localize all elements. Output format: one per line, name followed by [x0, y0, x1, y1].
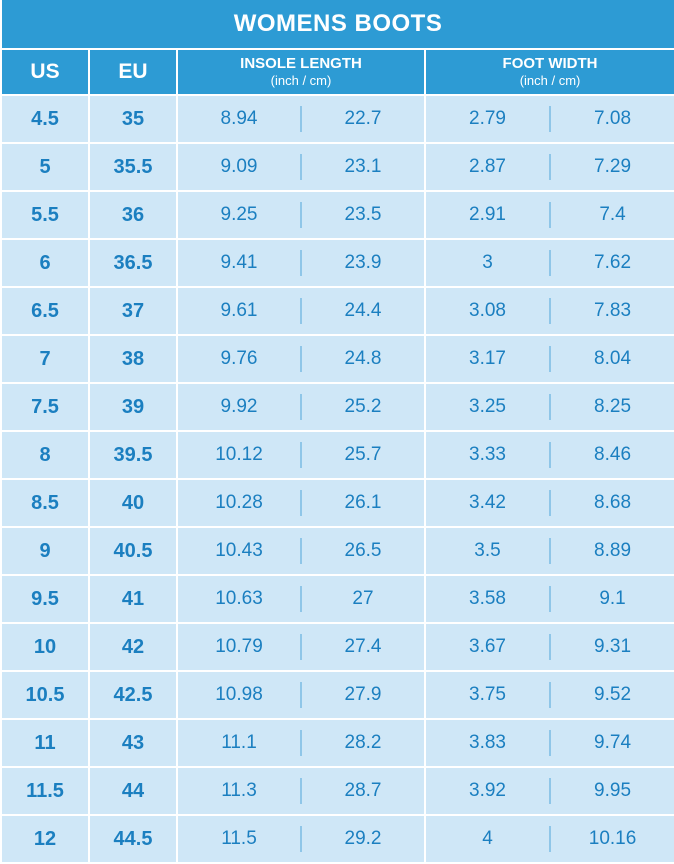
cell-insole-inch: 9.76 — [220, 348, 258, 369]
cell-width-inch: 4 — [482, 828, 493, 849]
cell-us: 8.5 — [1, 479, 89, 527]
cell-insole — [177, 239, 425, 287]
cell-width-inch: 3.08 — [469, 300, 506, 321]
cell-insole-inch: 11.3 — [221, 780, 257, 801]
cell-insole-cm: 28.7 — [344, 780, 382, 801]
cell-insole-cm: 22.7 — [344, 108, 382, 129]
table-row — [1, 239, 674, 287]
cell-width-cm: 9.31 — [594, 636, 632, 657]
cell-eu: 37 — [89, 287, 177, 335]
table-row — [1, 383, 674, 431]
cell-us: 9.5 — [1, 575, 89, 623]
cell-insole-cm: 24.4 — [344, 300, 382, 321]
cell-insole — [177, 671, 425, 719]
cell-width — [425, 287, 674, 335]
cell-width-cm: 10.16 — [588, 828, 637, 849]
cell-width-cm: 9.74 — [594, 732, 632, 753]
table-row — [1, 767, 674, 815]
cell-width — [425, 719, 674, 767]
cell-us: 9 — [1, 527, 89, 575]
cell-eu: 39 — [89, 383, 177, 431]
header-width-units: (inch / cm) — [519, 73, 581, 89]
cell-width-cm: 9.52 — [594, 684, 632, 705]
cell-width-inch: 3 — [482, 252, 493, 273]
cell-insole — [177, 719, 425, 767]
cell-eu: 36 — [89, 191, 177, 239]
cell-width-cm: 9.1 — [599, 588, 626, 609]
cell-insole-cm: 27.9 — [344, 684, 382, 705]
cell-insole-inch: 10.43 — [215, 540, 263, 561]
cell-insole-cm: 25.7 — [344, 444, 382, 465]
cell-width-cm: 7.29 — [594, 156, 632, 177]
cell-us: 10 — [1, 623, 89, 671]
cell-width — [425, 143, 674, 191]
cell-width — [425, 671, 674, 719]
cell-width-cm: 7.62 — [594, 252, 632, 273]
cell-insole — [177, 623, 425, 671]
cell-width — [425, 767, 674, 815]
table-row — [1, 191, 674, 239]
cell-width-cm: 7.83 — [594, 300, 632, 321]
table-row — [1, 335, 674, 383]
cell-width-inch: 3.42 — [469, 492, 506, 513]
cell-insole-inch: 10.79 — [215, 636, 263, 657]
table-row — [1, 527, 674, 575]
cell-insole-inch: 10.12 — [215, 444, 263, 465]
cell-us: 6 — [1, 239, 89, 287]
cell-insole — [177, 527, 425, 575]
cell-insole-cm: 26.1 — [344, 492, 382, 513]
cell-width-inch: 3.92 — [469, 780, 506, 801]
cell-width-cm: 8.68 — [594, 492, 632, 513]
cell-us: 7 — [1, 335, 89, 383]
cell-insole — [177, 575, 425, 623]
cell-width-cm: 8.04 — [594, 348, 632, 369]
cell-insole-cm: 23.5 — [344, 204, 382, 225]
cell-us: 4.5 — [1, 95, 89, 143]
cell-width-inch: 3.67 — [469, 636, 506, 657]
header-insole-label: INSOLE LENGTH — [240, 54, 362, 72]
cell-width-inch: 2.79 — [469, 108, 506, 129]
table-row — [1, 287, 674, 335]
cell-width — [425, 431, 674, 479]
cell-us: 8 — [1, 431, 89, 479]
cell-width-cm: 8.46 — [594, 444, 632, 465]
cell-us: 6.5 — [1, 287, 89, 335]
cell-eu: 35 — [89, 95, 177, 143]
cell-eu: 40.5 — [89, 527, 177, 575]
table-row — [1, 431, 674, 479]
cell-insole-inch: 11.1 — [221, 732, 257, 753]
cell-insole — [177, 767, 425, 815]
cell-insole-cm: 28.2 — [344, 732, 382, 753]
cell-eu: 38 — [89, 335, 177, 383]
cell-width-inch: 2.91 — [469, 204, 506, 225]
cell-width-inch: 2.87 — [469, 156, 506, 177]
cell-eu: 35.5 — [89, 143, 177, 191]
cell-width-cm: 7.08 — [594, 108, 632, 129]
table-row — [1, 143, 674, 191]
table-row — [1, 479, 674, 527]
cell-us: 5 — [1, 143, 89, 191]
cell-width-cm: 8.25 — [594, 396, 632, 417]
table-row — [1, 575, 674, 623]
cell-width-cm: 9.95 — [594, 780, 632, 801]
cell-width — [425, 335, 674, 383]
cell-us: 5.5 — [1, 191, 89, 239]
cell-eu: 44 — [89, 767, 177, 815]
chart-title-row — [1, 0, 674, 49]
page-title: WOMENS BOOTS — [1, 0, 674, 49]
cell-width-inch: 3.17 — [469, 348, 506, 369]
header-insole-length — [177, 49, 425, 95]
cell-width-inch: 3.75 — [469, 684, 506, 705]
cell-eu: 42.5 — [89, 671, 177, 719]
cell-insole-inch: 8.94 — [220, 108, 258, 129]
cell-eu: 41 — [89, 575, 177, 623]
cell-width — [425, 191, 674, 239]
cell-us: 11.5 — [1, 767, 89, 815]
cell-insole — [177, 191, 425, 239]
cell-width — [425, 575, 674, 623]
cell-insole-inch: 11.5 — [221, 828, 257, 849]
cell-insole — [177, 479, 425, 527]
column-headers-row — [1, 49, 674, 95]
cell-insole-inch: 9.61 — [220, 300, 258, 321]
cell-eu: 42 — [89, 623, 177, 671]
header-insole-units: (inch / cm) — [270, 73, 332, 89]
header-width-label: FOOT WIDTH — [502, 54, 598, 72]
cell-eu: 36.5 — [89, 239, 177, 287]
cell-eu: 39.5 — [89, 431, 177, 479]
cell-width-inch: 3.5 — [474, 540, 501, 561]
cell-insole-cm: 24.8 — [344, 348, 382, 369]
cell-insole-inch: 10.63 — [215, 588, 263, 609]
cell-insole — [177, 815, 425, 863]
table-row — [1, 815, 674, 863]
cell-insole-inch: 9.41 — [220, 252, 258, 273]
header-us: US — [1, 49, 89, 95]
header-eu: EU — [89, 49, 177, 95]
cell-insole-inch: 10.98 — [215, 684, 263, 705]
cell-width-inch: 3.33 — [469, 444, 506, 465]
cell-width — [425, 383, 674, 431]
cell-us: 10.5 — [1, 671, 89, 719]
cell-insole-inch: 10.28 — [215, 492, 263, 513]
table-row — [1, 95, 674, 143]
cell-width — [425, 95, 674, 143]
cell-insole-inch: 9.25 — [220, 204, 258, 225]
cell-eu: 40 — [89, 479, 177, 527]
cell-width — [425, 623, 674, 671]
cell-us: 7.5 — [1, 383, 89, 431]
cell-insole — [177, 335, 425, 383]
cell-width-cm: 7.4 — [599, 204, 626, 225]
cell-width-inch: 3.58 — [469, 588, 506, 609]
cell-insole-cm: 23.1 — [344, 156, 382, 177]
cell-insole — [177, 287, 425, 335]
cell-insole — [177, 383, 425, 431]
cell-width-inch: 3.83 — [469, 732, 506, 753]
cell-insole — [177, 95, 425, 143]
cell-width — [425, 239, 674, 287]
cell-insole-inch: 9.09 — [220, 156, 258, 177]
cell-insole-cm: 27 — [352, 588, 374, 609]
cell-insole — [177, 143, 425, 191]
table-row — [1, 671, 674, 719]
cell-insole-inch: 9.92 — [220, 396, 258, 417]
table-row — [1, 623, 674, 671]
cell-eu: 44.5 — [89, 815, 177, 863]
cell-insole-cm: 27.4 — [344, 636, 382, 657]
cell-insole — [177, 431, 425, 479]
cell-width — [425, 479, 674, 527]
cell-insole-cm: 26.5 — [344, 540, 382, 561]
cell-width-cm: 8.89 — [594, 540, 632, 561]
cell-insole-cm: 29.2 — [344, 828, 382, 849]
cell-insole-cm: 25.2 — [344, 396, 382, 417]
cell-us: 12 — [1, 815, 89, 863]
cell-eu: 43 — [89, 719, 177, 767]
cell-width-inch: 3.25 — [469, 396, 506, 417]
cell-width — [425, 527, 674, 575]
table-row — [1, 719, 674, 767]
header-foot-width — [425, 49, 674, 95]
cell-width — [425, 815, 674, 863]
cell-insole-cm: 23.9 — [344, 252, 382, 273]
cell-us: 11 — [1, 719, 89, 767]
